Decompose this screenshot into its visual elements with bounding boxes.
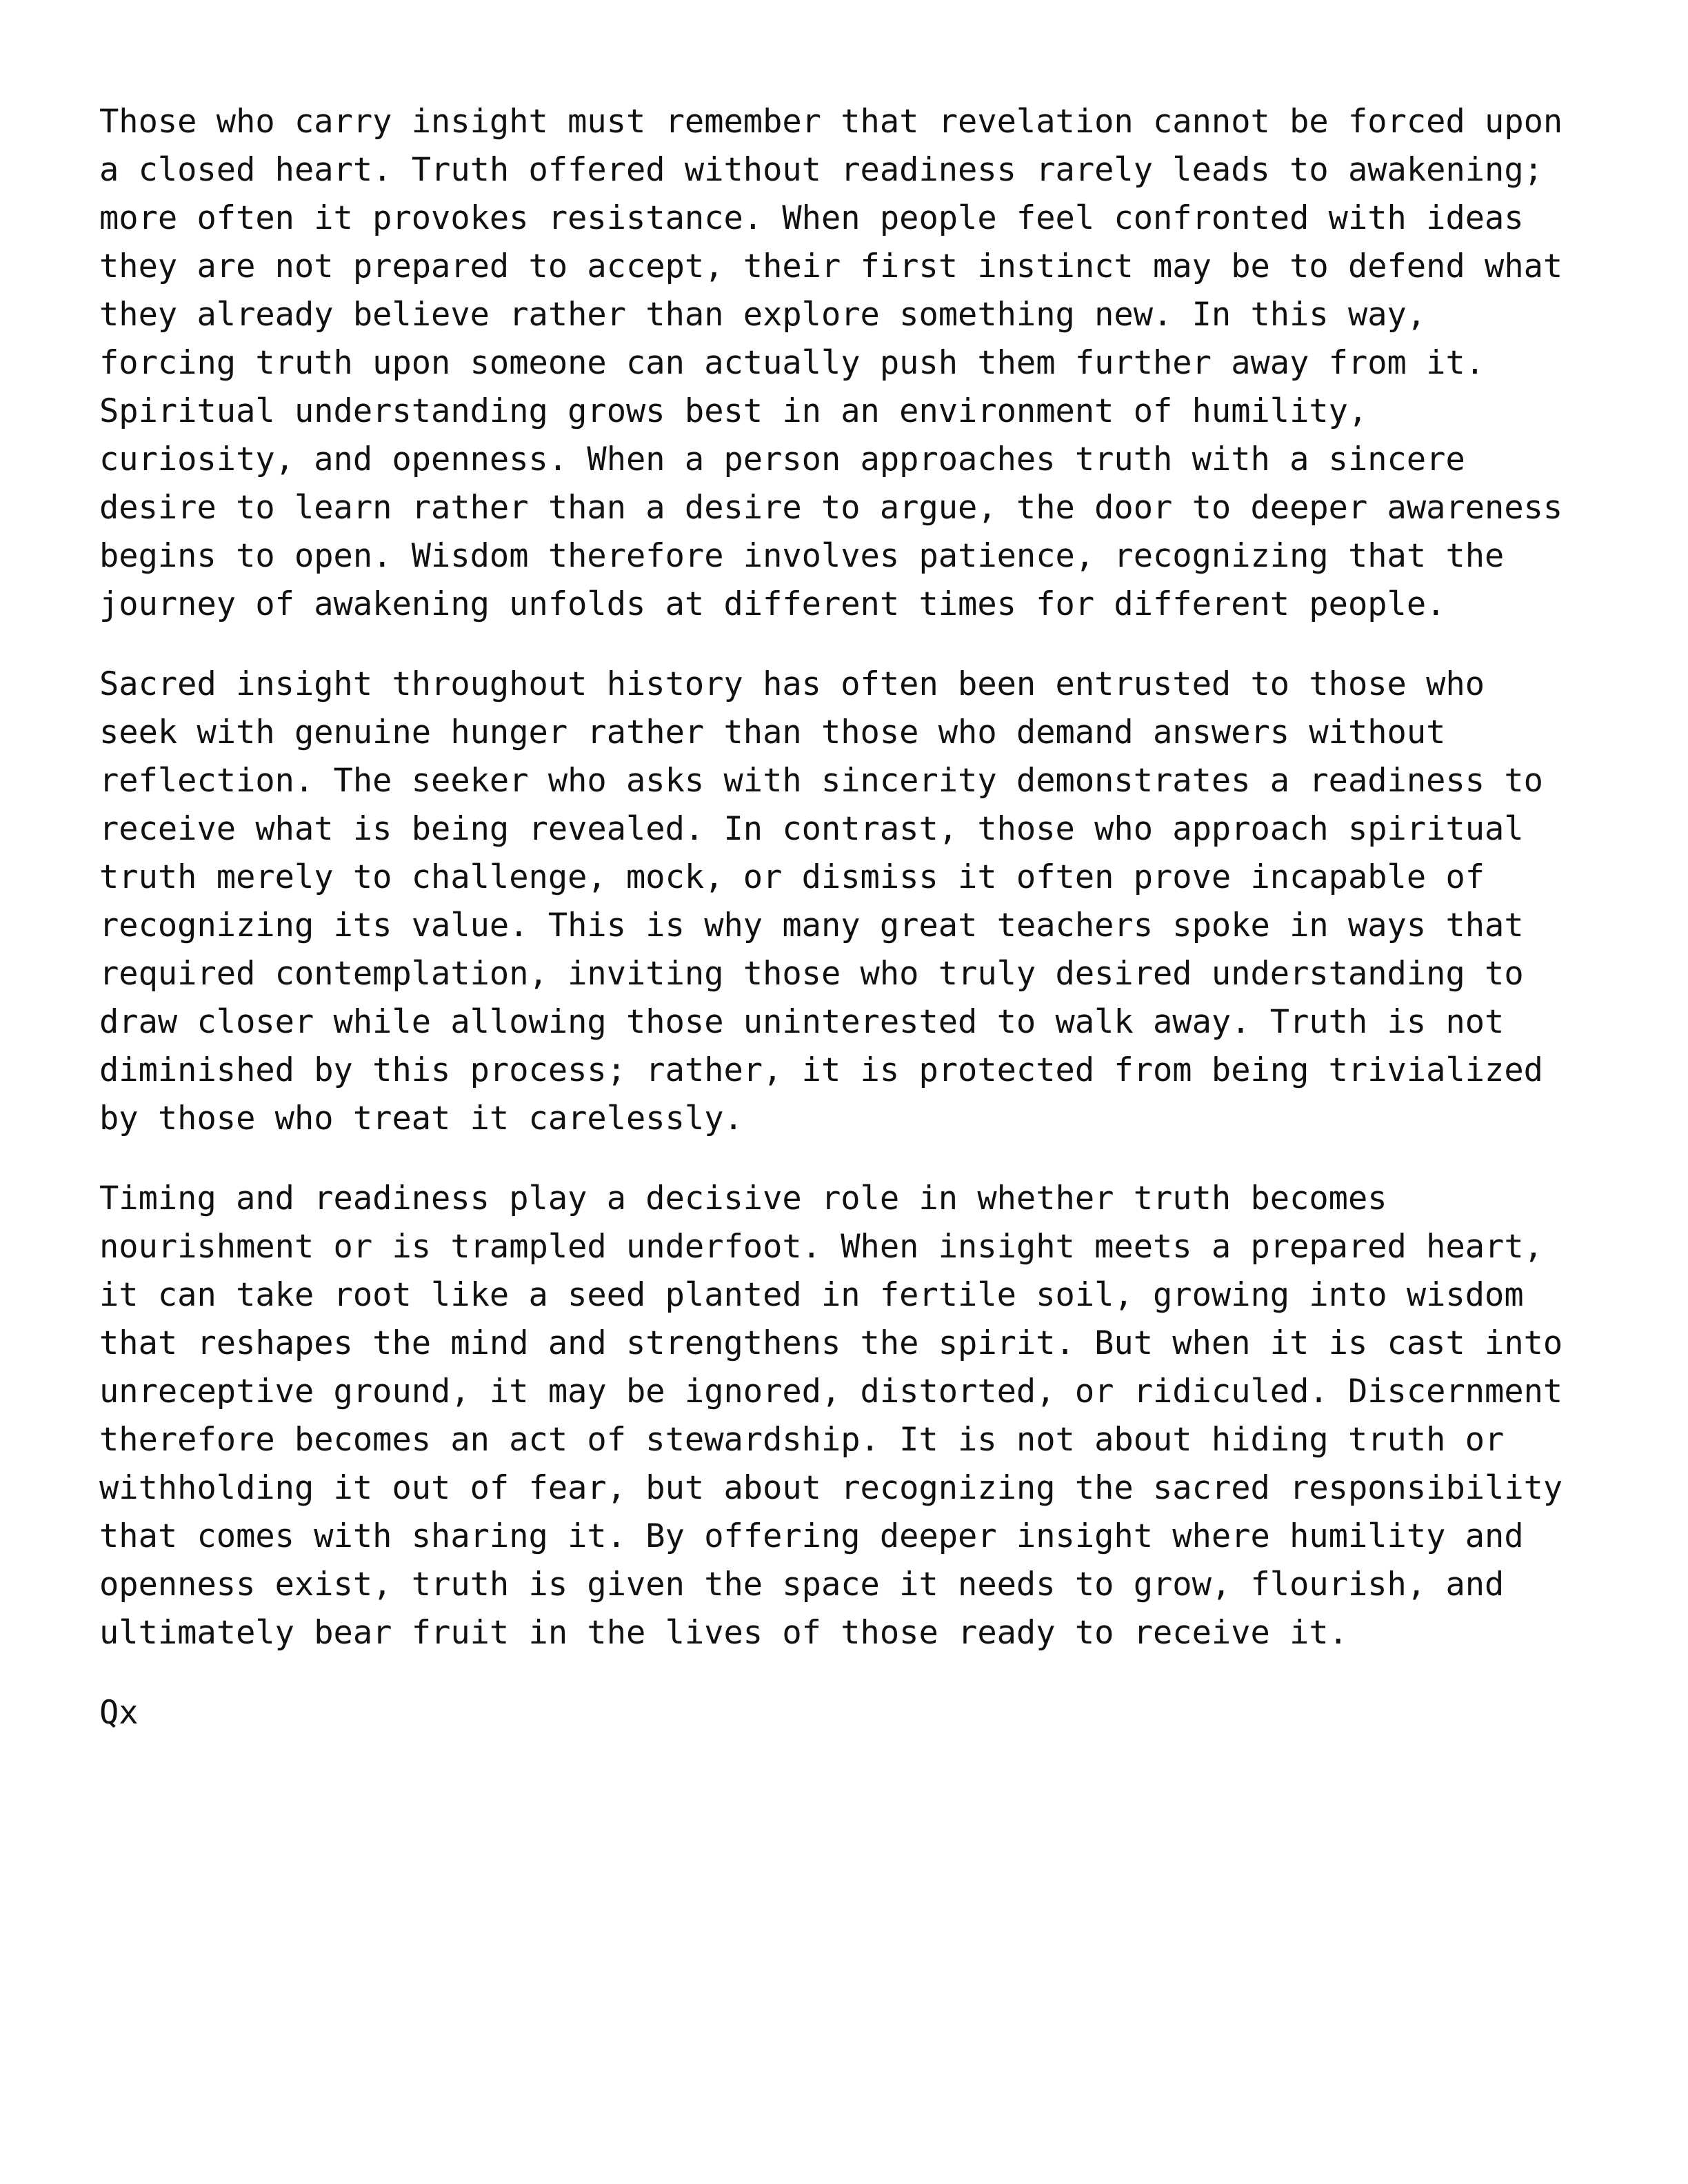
- paragraph-2: Sacred insight throughout history has often been entrusted to those who seek with genuine hunger rather than those who demand answers without reflection. The seeker who asks with sincerity demonstrates a readiness to receive what is being revealed. In contrast, those who approach spiritual truth merely to challenge, mock, or dismiss it often prove incapable of recognizing its value. This is why many great teachers spoke in ways that required contemplation, inviting those who truly desired understanding to draw closer while allowing those uninterested to walk away. Truth is not diminished by this process; rather, it is protected from being trivialized by those who treat it carelessly.: [99, 665, 1543, 1138]
- document-body: [99, 98, 1602, 1737]
- signature: Qx: [99, 1694, 139, 1732]
- paragraph-1: Those who carry insight must remember that revelation cannot be forced upon a closed heart. Truth offered without readiness rarely leads to awakening; more often it provokes resistance. When people feel confronted with ideas they are not prepared to accept, their first instinct may be to defend what they already believe rather than explore something new. In this way, forcing truth upon someone can actually push them further away from it. Spiritual understanding grows best in an environment of humility, curiosity, and openness. When a person approaches truth with a sincere desire to learn rather than a desire to argue, the door to deeper awareness begins to open. Wisdom therefore involves patience, recognizing that the journey of awakening unfolds at different times for different people.: [99, 103, 1563, 623]
- paragraph-3: Timing and readiness play a decisive role in whether truth becomes nourishment or is trampled underfoot. When insight meets a prepared heart, it can take root like a seed planted in fertile soil, growing into wisdom that reshapes the mind and strengthens the spirit. But when it is cast into unreceptive ground, it may be ignored, distorted, or ridiculed. Discernment therefore becomes an act of stewardship. It is not about hiding truth or withholding it out of fear, but about recognizing the sacred responsibility that comes with sharing it. By offering deeper insight where humility and openness exist, truth is given the space it needs to grow, flourish, and ultimately bear fruit in the lives of those ready to receive it.: [99, 1180, 1563, 1652]
